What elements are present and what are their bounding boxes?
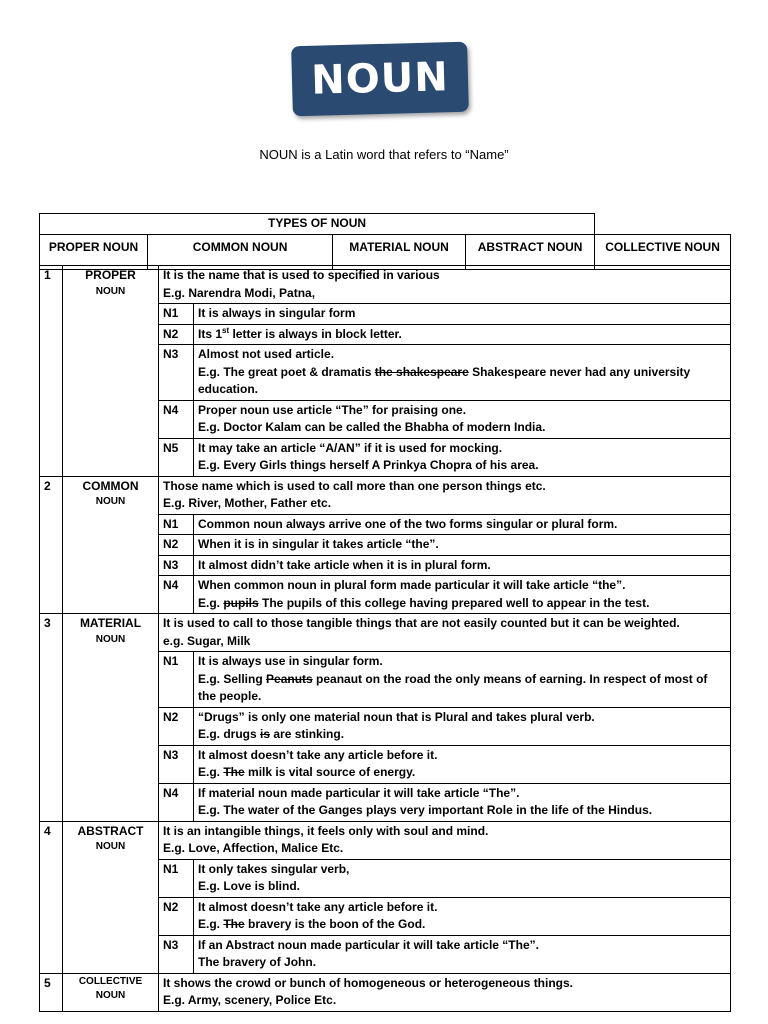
rule-code: N1 bbox=[159, 514, 194, 535]
rule-text: Proper noun use article “The” for praising one. E.g. Doctor Kalam can be called the Bhabha of modern India. bbox=[194, 400, 731, 438]
rule-code: N5 bbox=[159, 438, 194, 476]
rule-code: N4 bbox=[159, 783, 194, 821]
rule-code: N3 bbox=[159, 345, 194, 401]
common-row bbox=[40, 476, 731, 514]
rule-code: N3 bbox=[159, 935, 194, 973]
section-subtitle: NOUN bbox=[95, 633, 126, 645]
section-title: PROPER bbox=[85, 268, 136, 282]
section-description: Those name which is used to call more than one person things etc. E.g. River, Mother, Father etc. bbox=[159, 476, 731, 514]
section-number: 5 bbox=[40, 973, 63, 1011]
section-subtitle: NOUN bbox=[95, 841, 126, 852]
rule-text: It only takes singular verb, E.g. Love is blind. bbox=[194, 859, 731, 897]
material-row bbox=[40, 614, 731, 652]
section-number: 4 bbox=[40, 821, 63, 973]
abstract-row bbox=[40, 821, 731, 859]
rule-text: It almost didn’t take article when it is in plural form. bbox=[194, 555, 731, 576]
section-subtitle: NOUN bbox=[95, 285, 126, 297]
rule-text: It may take an article “A/AN” if it is used for mocking. E.g. Every Girls things herself A Prinkya Chopra of his area. bbox=[194, 438, 731, 476]
rule-text: If material noun made particular it will take article “The”. E.g. The water of the Ganges plays very important Role in the life of the Hindus. bbox=[194, 783, 731, 821]
collective-row bbox=[40, 973, 731, 1011]
section-subtitle: NOUN bbox=[95, 496, 126, 507]
col-material-noun: MATERIAL NOUN bbox=[333, 234, 466, 269]
rule-code: N3 bbox=[159, 745, 194, 783]
col-collective-noun: COLLECTIVE NOUN bbox=[595, 234, 731, 269]
rule-code: N4 bbox=[159, 400, 194, 438]
col-proper-noun: PROPER NOUN bbox=[40, 234, 148, 269]
section-number: 3 bbox=[40, 614, 63, 822]
rule-text: It almost doesn’t take any article before it. E.g. The milk is vital source of energy. bbox=[194, 745, 731, 783]
rule-text: It is always use in singular form. E.g. Selling Peanuts peanaut on the road the only means of earning. In respect of most of the people. bbox=[194, 652, 731, 708]
col-abstract-noun: ABSTRACT NOUN bbox=[466, 234, 595, 269]
noun-details-table bbox=[39, 265, 731, 1012]
rule-text: It almost doesn’t take any article before it. E.g. The bravery is the boon of the God. bbox=[194, 897, 731, 935]
rule-text: Its 1st letter is always in block letter. bbox=[194, 324, 731, 345]
rule-text: It is always in singular form bbox=[194, 304, 731, 325]
section-number: 1 bbox=[40, 266, 63, 477]
rule-text: If an Abstract noun made particular it will take article “The”. The bravery of John. bbox=[194, 935, 731, 973]
section-description: It is an intangible things, it feels only with soul and mind. E.g. Love, Affection, Malice Etc. bbox=[159, 821, 731, 859]
section-name bbox=[63, 821, 159, 973]
noun-title-badge bbox=[291, 42, 469, 117]
rule-code: N3 bbox=[159, 555, 194, 576]
rule-code: N2 bbox=[159, 897, 194, 935]
types-header: TYPES OF NOUN bbox=[40, 214, 595, 235]
rule-code: N2 bbox=[159, 707, 194, 745]
page-title: NOUN bbox=[310, 54, 450, 104]
section-title: MATERIAL bbox=[79, 616, 142, 630]
rule-text: Almost not used article. E.g. The great poet & dramatis the shakespeare Shakespeare never had any university education. bbox=[194, 345, 731, 401]
section-description: It shows the crowd or bunch of homogeneous or heterogeneous things. E.g. Army, scenery, Police Etc. bbox=[159, 973, 731, 1011]
rule-code: N1 bbox=[159, 304, 194, 325]
rule-code: N1 bbox=[159, 652, 194, 708]
rule-text: “Drugs” is only one material noun that is Plural and takes plural verb. E.g. drugs is are stinking. bbox=[194, 707, 731, 745]
section-name bbox=[63, 476, 159, 614]
section-title: ABSTRACT bbox=[77, 823, 144, 838]
section-name bbox=[63, 973, 159, 1011]
section-description: It is used to call to those tangible things that are not easily counted but it can be weighted. e.g. Sugar, Milk bbox=[159, 614, 731, 652]
section-number: 2 bbox=[40, 476, 63, 614]
rule-text: When it is in singular it takes article “the”. bbox=[194, 535, 731, 556]
rule-code: N2 bbox=[159, 324, 194, 345]
rule-code: N4 bbox=[159, 576, 194, 614]
types-of-noun-table bbox=[39, 213, 731, 270]
section-name bbox=[63, 614, 159, 822]
rule-text: Common noun always arrive one of the two forms singular or plural form. bbox=[194, 514, 731, 535]
subtitle: NOUN is a Latin word that refers to “Name” bbox=[259, 147, 509, 162]
rule-code: N1 bbox=[159, 859, 194, 897]
col-common-noun: COMMON NOUN bbox=[148, 234, 333, 269]
proper-row bbox=[40, 266, 731, 304]
section-description: It is the name that is used to specified in various E.g. Narendra Modi, Patna, bbox=[159, 266, 731, 304]
section-title: COMMON bbox=[82, 478, 139, 493]
rule-text: When common noun in plural form made particular it will take article “the”. E.g. pupils The pupils of this college having prepared well to appear in the test. bbox=[194, 576, 731, 614]
section-subtitle: NOUN bbox=[95, 989, 126, 1001]
section-name bbox=[63, 266, 159, 477]
section-title: COLLECTIVE bbox=[78, 975, 143, 987]
rule-code: N2 bbox=[159, 535, 194, 556]
